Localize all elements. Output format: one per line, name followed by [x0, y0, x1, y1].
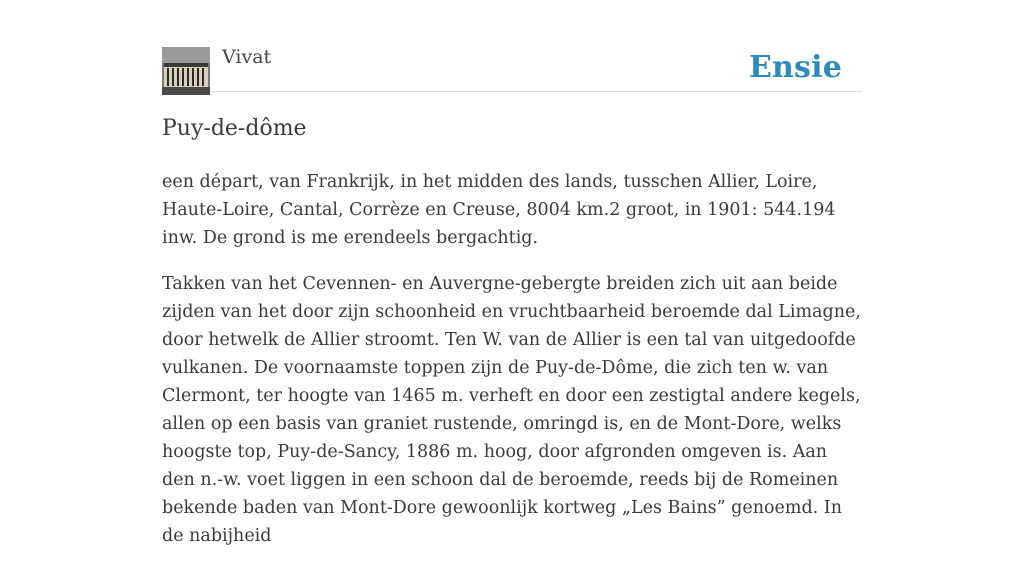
avatar[interactable] — [162, 47, 210, 95]
paragraph: Takken van het Cevennen- en Auvergne-gebergte breiden zich uit aan beide zijden van het door zijn schoonheid en vruchtbaarheid beroemde dal Limagne, door hetwelk de Allier stroomt. Ten W. van de Allier is een tal van uitgedoofde vulkanen. De voornaamste toppen zijn de Puy-de-Dôme, die zich ten w. van Clermont, ter hoogte van 1465 m. verheft en door een zestigtal andere kegels, allen op een basis van graniet rustende, omringd is, en de Mont-Dore, welks hoogste top, Puy-de-Sancy, 1886 m. hoog, door afgronden omgeven is. Aan den n.-w. voet liggen in een schoon dal de beroemde, reeds bij de Romeinen bekende baden van Mont-Dore gewoonlijk kortweg „Les Bains” genoemd. In de nabijheid — [162, 274, 861, 546]
page-title: Puy-de-dôme — [162, 116, 307, 141]
brand-logo[interactable]: Ensie — [748, 50, 842, 85]
page — [162, 0, 862, 546]
paragraph: een départ, van Frankrijk, in het midden des lands, tusschen Allier, Loire, Haute-Loire, Cantal, Corrèze en Creuse, 8004 km.2 groot, in 1901: 544.194 inw. De grond is me erendeels bergachtig. — [162, 172, 836, 248]
author-name[interactable]: Vivat — [222, 46, 272, 68]
header — [162, 0, 862, 92]
article-body — [162, 168, 862, 568]
library-building-icon — [162, 47, 210, 95]
